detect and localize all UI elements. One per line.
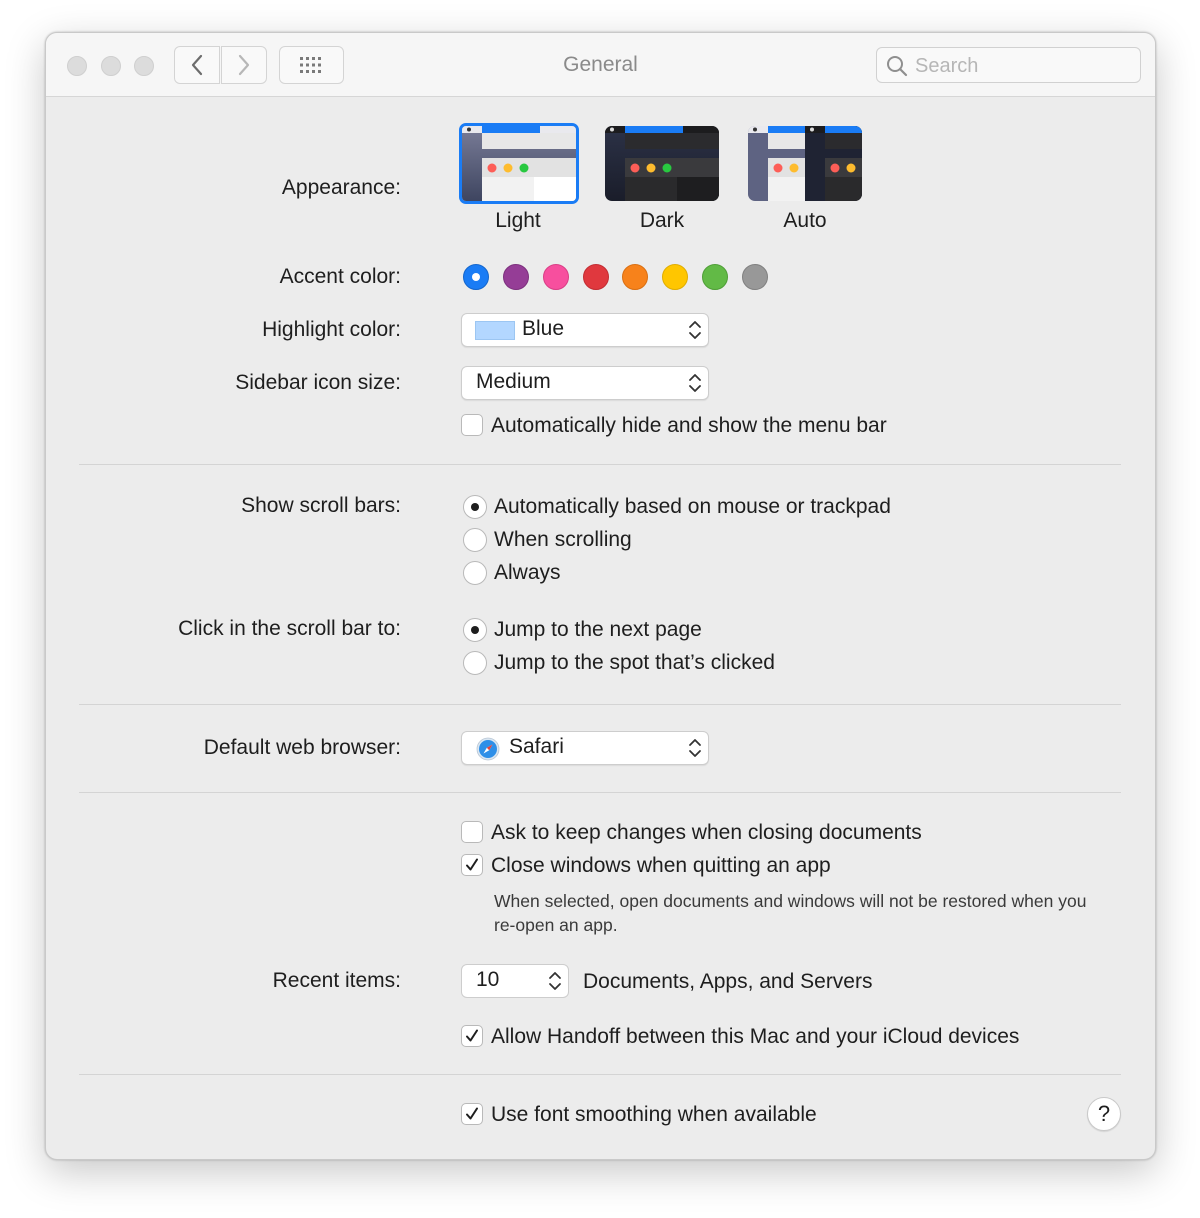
checkmark-icon	[464, 1028, 480, 1044]
appearance-auto-option[interactable]	[748, 126, 862, 201]
window-title: General	[563, 53, 638, 76]
close-windows-note: When selected, open documents and windows will not be restored when you re-open an app.	[494, 891, 1087, 935]
accent-swatch-pink[interactable]	[543, 264, 569, 290]
scroll-bars-auto-radio[interactable]	[463, 495, 487, 519]
click-scroll-spot-radio[interactable]	[463, 651, 487, 675]
accent-swatch-orange[interactable]	[622, 264, 648, 290]
close-windows-label: Close windows when quitting an app	[491, 854, 831, 877]
chevron-updown-icon	[688, 371, 702, 395]
sidebar-icon-size-value: Medium	[476, 370, 551, 393]
recent-items-label: Recent items:	[272, 969, 401, 992]
default-browser-label: Default web browser:	[203, 736, 401, 759]
menubar-autohide-label: Automatically hide and show the menu bar	[491, 414, 887, 437]
handoff-checkbox[interactable]	[461, 1025, 483, 1047]
title-bar	[46, 33, 1155, 97]
recent-items-suffix: Documents, Apps, and Servers	[583, 970, 873, 993]
click-scroll-next-page-label: Jump to the next page	[494, 618, 702, 641]
close-windows-checkbox[interactable]	[461, 854, 483, 876]
handoff-label: Allow Handoff between this Mac and your iCloud devices	[491, 1025, 1020, 1048]
click-scroll-bar-label: Click in the scroll bar to:	[178, 617, 401, 640]
scroll-bars-scrolling-radio[interactable]	[463, 528, 487, 552]
light-appearance-thumbnail	[462, 126, 576, 201]
accent-swatch-blue[interactable]	[463, 264, 489, 290]
appearance-dark-label: Dark	[639, 209, 685, 232]
section-divider	[79, 1074, 1121, 1075]
help-button[interactable]: ?	[1087, 1097, 1121, 1131]
highlight-color-popup[interactable]	[461, 313, 709, 347]
default-browser-popup[interactable]	[461, 731, 709, 765]
preferences-window	[45, 32, 1156, 1160]
dark-appearance-thumbnail	[605, 126, 719, 201]
scroll-bars-auto-label: Automatically based on mouse or trackpad	[494, 495, 891, 518]
chevron-updown-icon	[688, 736, 702, 760]
search-input[interactable]	[913, 51, 1137, 81]
chevron-updown-icon	[548, 969, 562, 993]
menubar-autohide-checkbox[interactable]	[461, 414, 483, 436]
highlight-swatch	[475, 321, 515, 340]
highlight-color-value: Blue	[522, 317, 565, 340]
appearance-label: Appearance:	[281, 176, 401, 199]
checkmark-icon	[464, 1106, 480, 1122]
click-scroll-spot-label: Jump to the spot that’s clicked	[494, 651, 775, 674]
appearance-light-option[interactable]	[459, 123, 579, 204]
show-scroll-bars-label: Show scroll bars:	[241, 494, 401, 517]
appearance-dark-option[interactable]	[605, 126, 719, 201]
recent-items-popup[interactable]	[461, 964, 569, 998]
checkmark-icon	[464, 857, 480, 873]
recent-items-value: 10	[476, 968, 500, 991]
safari-compass-icon	[476, 737, 500, 761]
ask-keep-changes-checkbox[interactable]	[461, 821, 483, 843]
appearance-light-label: Light	[495, 209, 541, 232]
auto-appearance-thumbnail	[748, 126, 862, 201]
font-smoothing-label: Use font smoothing when available	[491, 1103, 817, 1126]
highlight-color-label: Highlight color:	[262, 318, 401, 341]
accent-swatch-yellow[interactable]	[662, 264, 688, 290]
section-divider	[79, 792, 1121, 793]
chevron-updown-icon	[688, 318, 702, 342]
section-divider	[79, 464, 1121, 465]
scroll-bars-always-radio[interactable]	[463, 561, 487, 585]
accent-swatch-green[interactable]	[702, 264, 728, 290]
ask-keep-changes-label: Ask to keep changes when closing documents	[491, 821, 922, 844]
accent-color-label: Accent color:	[279, 265, 401, 288]
accent-swatch-purple[interactable]	[503, 264, 529, 290]
scroll-bars-scrolling-label: When scrolling	[494, 528, 632, 551]
default-browser-value: Safari	[509, 735, 564, 758]
search-icon	[886, 55, 908, 77]
section-divider	[79, 704, 1121, 705]
scroll-bars-always-label: Always	[494, 561, 561, 584]
click-scroll-next-page-radio[interactable]	[463, 618, 487, 642]
appearance-auto-label: Auto	[783, 209, 827, 232]
sidebar-icon-size-label: Sidebar icon size:	[235, 371, 401, 394]
font-smoothing-checkbox[interactable]	[461, 1103, 483, 1125]
selected-dot	[472, 273, 480, 281]
sidebar-icon-size-popup[interactable]	[461, 366, 709, 400]
accent-swatch-graphite[interactable]	[742, 264, 768, 290]
search-field[interactable]	[876, 47, 1141, 83]
accent-swatch-red[interactable]	[583, 264, 609, 290]
